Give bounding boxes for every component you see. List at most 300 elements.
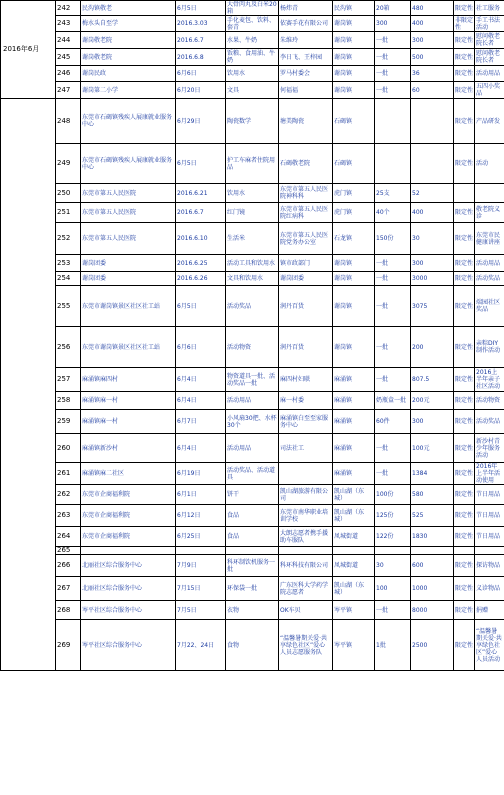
town-cell: 谢岗镇 bbox=[333, 49, 375, 66]
amount-cell: 30 bbox=[411, 223, 454, 255]
method-cell: 限定性 bbox=[454, 223, 475, 255]
town-cell: 谢岗镇 bbox=[333, 66, 375, 82]
recipient-cell: 麻涌镇麻四村 bbox=[81, 368, 176, 392]
purpose-cell: 2016年上半年活动使用 bbox=[475, 463, 504, 485]
purpose-cell: 探访物品 bbox=[475, 555, 504, 577]
recipient-cell: 东莞市谢岗镇景区社区社工站 bbox=[81, 327, 176, 368]
item-cell: 食品 bbox=[226, 505, 279, 527]
method-cell: 限定性 bbox=[454, 368, 475, 392]
purpose-cell: 节日用品 bbox=[475, 505, 504, 527]
table-row bbox=[1, 601, 504, 620]
table-row bbox=[1, 99, 504, 144]
recipient-cell: 谢岗团委 bbox=[81, 272, 176, 286]
donor-cell: 科环科技有限公司 bbox=[279, 555, 333, 577]
item-cell: 活动用品 bbox=[226, 434, 279, 463]
town-cell: 民沟镇 bbox=[333, 1, 375, 16]
quantity-cell: 122份 bbox=[375, 527, 411, 547]
town-cell: 谢岗镇 bbox=[333, 82, 375, 99]
row-number: 259 bbox=[56, 410, 81, 434]
date-cell: 6月19日 bbox=[176, 463, 226, 485]
row-number: 244 bbox=[56, 32, 81, 49]
town-cell: 凤城街道 bbox=[333, 555, 375, 577]
date-cell bbox=[176, 547, 226, 555]
purpose-cell: 手工书法活动 bbox=[475, 16, 504, 32]
recipient-cell: 东莞市谢岗镇景区社区社工站 bbox=[81, 286, 176, 327]
quantity-cell: 30 bbox=[375, 555, 411, 577]
row-number: 263 bbox=[56, 505, 81, 527]
item-cell: 陶瓷数学 bbox=[226, 99, 279, 144]
table-row bbox=[1, 144, 504, 184]
date-cell: 6月12日 bbox=[176, 505, 226, 527]
amount-cell: 8000 bbox=[411, 601, 454, 620]
date-cell: 6月1日 bbox=[176, 485, 226, 505]
donor-cell: 凯山湖旅游有限公司 bbox=[279, 485, 333, 505]
recipient-cell: 谢岗第二小学 bbox=[81, 82, 176, 99]
purpose-cell: 产品研发 bbox=[475, 99, 504, 144]
date-cell: 6月6日 bbox=[176, 327, 226, 368]
row-number: 264 bbox=[56, 527, 81, 547]
town-cell: 谢岗镇 bbox=[333, 272, 375, 286]
amount-cell: 400 bbox=[411, 16, 454, 32]
donor-cell: 大朗志愿者携手援助车服队 bbox=[279, 527, 333, 547]
amount-cell bbox=[411, 99, 454, 144]
row-number: 242 bbox=[56, 1, 81, 16]
table-row bbox=[1, 32, 504, 49]
amount-cell: 500 bbox=[411, 49, 454, 66]
table-row bbox=[1, 327, 504, 368]
recipient-cell: 梅水头自至学 bbox=[81, 16, 176, 32]
donor-cell: 麻涌镇白至至家服务中心 bbox=[279, 410, 333, 434]
purpose-cell: 捐赠 bbox=[475, 601, 504, 620]
donor-cell: 罗马村委会 bbox=[279, 66, 333, 82]
quantity-cell: 一批 bbox=[375, 272, 411, 286]
date-cell: 6月4日 bbox=[176, 392, 226, 410]
date-cell: 7月9日 bbox=[176, 555, 226, 577]
donor-cell: 司法社工 bbox=[279, 434, 333, 463]
town-cell: 麻涌镇 bbox=[333, 434, 375, 463]
item-cell: 饼干 bbox=[226, 485, 279, 505]
table-row bbox=[1, 255, 504, 272]
item-cell: 大骨肉丸及白米20箱 bbox=[227, 1, 277, 15]
date-cell: 6月5日 bbox=[176, 144, 226, 184]
purpose-cell: 义诊物品 bbox=[475, 577, 504, 601]
donor-cell: 塘美陶瓷 bbox=[279, 99, 333, 144]
purpose-cell: 活动 bbox=[475, 144, 504, 184]
quantity-cell: 一批 bbox=[375, 434, 411, 463]
quantity-cell bbox=[375, 99, 411, 144]
recipient-cell: 谢岗敬老院 bbox=[81, 49, 176, 66]
method-cell: 限定性 bbox=[454, 434, 475, 463]
amount-cell: 1000 bbox=[411, 577, 454, 601]
row-number: 268 bbox=[56, 601, 81, 620]
town-cell: 谢岗镇 bbox=[333, 286, 375, 327]
purpose-cell: 慰问敬老院长者 bbox=[475, 32, 504, 49]
month-cell: 2016年6月 bbox=[1, 1, 56, 99]
amount-cell: 580 bbox=[411, 485, 454, 505]
table-row bbox=[1, 272, 504, 286]
item-cell: 文具和饮用水 bbox=[226, 272, 279, 286]
purpose-cell: 东莞市民健康讲座 bbox=[475, 223, 504, 255]
amount-cell: 807.5 bbox=[411, 368, 454, 392]
date-cell: 6月5日 bbox=[176, 1, 226, 16]
method-cell: 非限定性 bbox=[455, 16, 474, 31]
item-cell: 小风扇30把、水杯30个 bbox=[226, 410, 279, 434]
item-cell: 饮用水 bbox=[226, 66, 279, 82]
row-number: 252 bbox=[56, 223, 81, 255]
item-cell: 红门镜 bbox=[226, 203, 279, 223]
quantity-cell: 一批 bbox=[375, 32, 411, 49]
item-cell bbox=[226, 547, 279, 555]
amount-cell: 600 bbox=[411, 555, 454, 577]
town-cell: 凯山湖（东城） bbox=[333, 505, 375, 527]
amount-cell: 300 bbox=[411, 410, 454, 434]
town-cell: 凯山湖（东城） bbox=[333, 577, 375, 601]
donor-cell: 麻四村妇联 bbox=[279, 368, 333, 392]
table-row bbox=[1, 223, 504, 255]
purpose-cell bbox=[475, 547, 504, 555]
town-cell: 虎门镇 bbox=[333, 184, 375, 203]
purpose-cell: 活动用品 bbox=[475, 255, 504, 272]
amount-cell: 525 bbox=[411, 505, 454, 527]
quantity-cell: 一批 bbox=[375, 601, 411, 620]
recipient-cell: 东莞市第五人民医院 bbox=[81, 203, 176, 223]
recipient-cell: 麻涌镇麻一村 bbox=[81, 410, 176, 434]
item-cell: 文具 bbox=[226, 82, 279, 99]
date-cell: 2016.3.03 bbox=[176, 16, 226, 32]
date-cell: 6月7日 bbox=[176, 410, 226, 434]
amount-cell: 100元 bbox=[411, 434, 454, 463]
method-cell: 限定性 bbox=[454, 577, 475, 601]
amount-cell: 2500 bbox=[411, 620, 454, 671]
quantity-cell: 一批 bbox=[375, 66, 411, 82]
town-cell: 谢岗镇 bbox=[333, 255, 375, 272]
item-cell: 食物 bbox=[226, 620, 279, 671]
row-number: 257 bbox=[56, 368, 81, 392]
recipient-cell: 东莞市石碣镇残疾人展康就业服务中心 bbox=[81, 144, 176, 184]
table-row bbox=[1, 527, 504, 547]
town-cell: 石碣镇 bbox=[333, 144, 375, 184]
date-cell: 2016.6.7 bbox=[176, 32, 226, 49]
recipient-cell: 东莞市企商福利院 bbox=[81, 505, 176, 527]
recipient-cell: 麻涌镇新沙村 bbox=[81, 434, 176, 463]
row-number: 267 bbox=[56, 577, 81, 601]
row-number: 258 bbox=[56, 392, 81, 410]
purpose-cell bbox=[475, 184, 504, 203]
item-cell: 水果、牛奶 bbox=[226, 32, 279, 49]
recipient-cell: 北丽社区综合服务中心 bbox=[81, 555, 176, 577]
quantity-cell: 1批 bbox=[375, 620, 411, 671]
purpose-cell: 活动用品 bbox=[475, 66, 504, 82]
table-row bbox=[1, 66, 504, 82]
method-cell: 限定性 bbox=[454, 485, 475, 505]
row-number: 250 bbox=[56, 184, 81, 203]
row-number: 262 bbox=[56, 485, 81, 505]
purpose-cell: 2016上半年亲子社区活动 bbox=[475, 368, 504, 392]
amount-cell bbox=[411, 547, 454, 555]
date-cell: 7月15日 bbox=[176, 577, 226, 601]
quantity-cell: 一批 bbox=[375, 82, 411, 99]
row-number: 269 bbox=[56, 620, 81, 671]
table-row bbox=[1, 434, 504, 463]
table-row bbox=[1, 410, 504, 434]
item-cell: 环保袋一批 bbox=[226, 577, 279, 601]
date-cell: 2016.6.10 bbox=[176, 223, 226, 255]
row-number: 246 bbox=[56, 66, 81, 82]
amount-cell: 1830 bbox=[411, 527, 454, 547]
purpose-cell: 活动奖品 bbox=[475, 272, 504, 286]
item-cell: 活动用品 bbox=[226, 392, 279, 410]
row-number: 249 bbox=[56, 144, 81, 184]
date-cell: 2016.6.26 bbox=[176, 272, 226, 286]
date-cell: 6月4日 bbox=[176, 434, 226, 463]
method-cell: 限定性 bbox=[454, 505, 475, 527]
recipient-cell: 麻涌镇麻一村 bbox=[81, 392, 176, 410]
recipient-cell: 岑平社区综合服务中心 bbox=[81, 601, 176, 620]
recipient-cell: 谢岗民政 bbox=[81, 66, 176, 82]
donor-cell: 麻一村委 bbox=[279, 392, 333, 410]
purpose-cell: 五四小奖品 bbox=[475, 82, 504, 99]
item-cell: 食品 bbox=[226, 527, 279, 547]
item-cell: 活动奖品、活动道具 bbox=[226, 463, 279, 485]
row-number: 265 bbox=[56, 547, 81, 555]
date-cell: 6月20日 bbox=[176, 82, 226, 99]
method-cell: 限定性 bbox=[454, 66, 475, 82]
quantity-cell: 125份 bbox=[375, 505, 411, 527]
method-cell bbox=[454, 184, 475, 203]
donor-cell: 依赛手花有限公司 bbox=[279, 16, 333, 32]
quantity-cell: 一批 bbox=[375, 49, 411, 66]
town-cell: 凯山湖（东城） bbox=[333, 485, 375, 505]
item-cell: 活动物资 bbox=[226, 327, 279, 368]
donor-cell: 东莞市第五人民医院红病科 bbox=[279, 203, 333, 223]
recipient-cell: 谢岗团委 bbox=[81, 255, 176, 272]
date-cell: 6月6日 bbox=[176, 66, 226, 82]
empty-month-cell bbox=[1, 99, 56, 671]
town-cell: 岑平镇 bbox=[333, 601, 375, 620]
method-cell: 限定性 bbox=[454, 286, 475, 327]
method-cell: 限定性 bbox=[454, 49, 475, 66]
recipient-cell: 谢岗敬老院 bbox=[81, 32, 176, 49]
town-cell: 麻涌镇 bbox=[333, 368, 375, 392]
method-cell: 限定性 bbox=[454, 392, 475, 410]
donor-cell: 何福福 bbox=[279, 82, 333, 99]
town-cell: 谢岗镇 bbox=[333, 16, 375, 32]
date-cell: 2016.6.7 bbox=[176, 203, 226, 223]
item-cell: 科环制饮机服务一批 bbox=[226, 555, 279, 577]
date-cell: 2016.6.8 bbox=[176, 49, 226, 66]
method-cell: 限定性 bbox=[454, 82, 475, 99]
town-cell bbox=[333, 547, 375, 555]
quantity-cell: 20箱 bbox=[375, 1, 411, 16]
town-cell: 岑平镇 bbox=[333, 620, 375, 671]
donor-cell bbox=[279, 547, 333, 555]
table-row bbox=[1, 485, 504, 505]
quantity-cell: 40个 bbox=[375, 203, 411, 223]
row-number: 254 bbox=[56, 272, 81, 286]
purpose-cell: 慰问敬老院长者 bbox=[475, 49, 504, 66]
table-row bbox=[1, 463, 504, 485]
row-number: 247 bbox=[56, 82, 81, 99]
row-number: 256 bbox=[56, 327, 81, 368]
purpose-cell: 节日用品 bbox=[475, 527, 504, 547]
donor-cell: 润丹百货 bbox=[279, 286, 333, 327]
recipient-cell: 东莞市第五人民医院 bbox=[81, 223, 176, 255]
table-row bbox=[1, 49, 504, 66]
town-cell: 虎门镇 bbox=[333, 203, 375, 223]
purpose-cell: 活动物资 bbox=[475, 392, 504, 410]
quantity-cell: 一批 bbox=[375, 327, 411, 368]
recipient-cell: 北丽社区综合服务中心 bbox=[81, 577, 176, 601]
donor-cell: 李日飞、王梓园 bbox=[279, 49, 333, 66]
table-row bbox=[1, 82, 504, 99]
recipient-cell: 麻涌镇麻二社区 bbox=[81, 463, 176, 485]
date-cell: 2016.6.21 bbox=[176, 184, 226, 203]
row-number: 261 bbox=[56, 463, 81, 485]
table-row bbox=[1, 547, 504, 555]
donor-cell: 东莞市南华职业培训学校 bbox=[279, 505, 333, 527]
quantity-cell bbox=[375, 547, 411, 555]
recipient-cell: 岑平社区综合服务中心 bbox=[81, 620, 176, 671]
amount-cell: 1384 bbox=[411, 463, 454, 485]
purpose-cell: 亲粽DIY制作活动 bbox=[475, 327, 504, 368]
item-cell: 活动工具和饮用水 bbox=[226, 255, 279, 272]
date-cell: 7月22、24日 bbox=[176, 620, 226, 671]
amount-cell: 300 bbox=[411, 255, 454, 272]
donor-cell: “温馨暑期关爱·共享绿色社区”爱心人员志愿服务队 bbox=[279, 620, 333, 671]
table-row bbox=[1, 505, 504, 527]
town-cell: 麻涌镇 bbox=[333, 410, 375, 434]
town-cell: 谢岗镇 bbox=[333, 327, 375, 368]
table-row bbox=[1, 368, 504, 392]
date-cell: 6月4日 bbox=[176, 368, 226, 392]
recipient-cell: 东莞市企商福利院 bbox=[81, 527, 176, 547]
method-cell: 限定性 bbox=[454, 527, 475, 547]
date-cell: 2016.6.25 bbox=[176, 255, 226, 272]
recipient-cell: 东莞市第五人民医院 bbox=[81, 184, 176, 203]
amount-cell: 60 bbox=[411, 82, 454, 99]
date-cell: 6月5日 bbox=[176, 286, 226, 327]
purpose-cell: 活动奖品 bbox=[475, 410, 504, 434]
table-row bbox=[1, 392, 504, 410]
quantity-cell bbox=[375, 144, 411, 184]
method-cell bbox=[454, 547, 475, 555]
method-cell: 限定性 bbox=[454, 555, 475, 577]
amount-cell: 52 bbox=[411, 184, 454, 203]
amount-cell: 480 bbox=[411, 1, 454, 16]
amount-cell: 200 bbox=[411, 327, 454, 368]
quantity-cell: 25支 bbox=[375, 184, 411, 203]
recipient-cell: 东莞市企商福利院 bbox=[81, 485, 176, 505]
donor-cell: OK车贝 bbox=[279, 601, 333, 620]
quantity-cell: 一批 bbox=[375, 463, 411, 485]
item-cell: 手化麦包、饮料、套青 bbox=[226, 16, 279, 32]
table-row bbox=[1, 1, 504, 16]
town-cell: 石碣镇 bbox=[333, 99, 375, 144]
item-cell: 生活米 bbox=[226, 223, 279, 255]
purpose-cell: 敬老院义诊 bbox=[475, 203, 504, 223]
method-cell: 限定性 bbox=[454, 463, 475, 485]
row-number: 255 bbox=[56, 286, 81, 327]
town-cell: 麻涌镇 bbox=[333, 392, 375, 410]
quantity-cell: 一批 bbox=[375, 286, 411, 327]
method-cell: 限定性 bbox=[454, 203, 475, 223]
row-number: 253 bbox=[56, 255, 81, 272]
recipient-cell: 东莞市石碣镇残疾人展康就业服务中心 bbox=[81, 99, 176, 144]
donor-cell: 东莞市第五人民医院神科科 bbox=[279, 184, 333, 203]
purpose-cell: 社工服务 bbox=[475, 1, 504, 16]
donor-cell: 镇市政部门 bbox=[279, 255, 333, 272]
donor-cell: 广东医科大学药学院志愿者 bbox=[279, 577, 333, 601]
town-cell: 凤城街道 bbox=[333, 527, 375, 547]
item-cell: 护工车麻者住院用品 bbox=[226, 144, 279, 184]
town-cell: 谢岗镇 bbox=[333, 32, 375, 49]
method-cell: 限定性 bbox=[454, 327, 475, 368]
purpose-cell: 新沙村青少年服务活动 bbox=[475, 434, 504, 463]
town-cell: 麻涌镇 bbox=[333, 463, 375, 485]
donor-cell: 东莞市第五人民医院党务办公室 bbox=[279, 223, 333, 255]
table-row bbox=[1, 620, 504, 671]
row-number: 248 bbox=[56, 99, 81, 144]
table-row bbox=[1, 555, 504, 577]
amount-cell: 36 bbox=[411, 66, 454, 82]
item-cell: 饭粮、食用油、牛奶 bbox=[226, 49, 279, 66]
amount-cell: 400 bbox=[411, 203, 454, 223]
row-number: 251 bbox=[56, 203, 81, 223]
purpose-cell: “温馨暑期关爱·共享绿色社区”爱心人员活动 bbox=[475, 620, 504, 671]
quantity-cell: 奶瓶盒一批 bbox=[375, 392, 411, 410]
recipient-cell: 民沟镇敬老 bbox=[81, 1, 176, 16]
donor-cell: 朱维玲 bbox=[279, 32, 333, 49]
quantity-cell: 60件 bbox=[375, 410, 411, 434]
method-cell: 限定性 bbox=[454, 601, 475, 620]
item-cell: 物资道具一批、活动奖品一批 bbox=[226, 368, 279, 392]
table-row bbox=[1, 184, 504, 203]
item-cell: 衣物 bbox=[226, 601, 279, 620]
town-cell: 石龙镇 bbox=[333, 223, 375, 255]
donor-cell bbox=[279, 463, 333, 485]
date-cell: 6月25日 bbox=[176, 527, 226, 547]
method-cell: 限定性 bbox=[454, 1, 475, 16]
table-row bbox=[1, 286, 504, 327]
method-cell: 限定性 bbox=[454, 255, 475, 272]
amount-cell: 3075 bbox=[411, 286, 454, 327]
method-cell: 限定性 bbox=[454, 99, 475, 144]
table-row bbox=[1, 16, 504, 32]
donor-cell: 石碣敬老院 bbox=[279, 144, 333, 184]
quantity-cell: 100 bbox=[375, 577, 411, 601]
amount-cell bbox=[411, 144, 454, 184]
purpose-cell: 端园社区奖品 bbox=[475, 286, 504, 327]
method-cell: 限定性 bbox=[454, 32, 475, 49]
row-number: 245 bbox=[56, 49, 81, 66]
recipient-cell bbox=[81, 547, 176, 555]
method-cell: 限定性 bbox=[454, 272, 475, 286]
quantity-cell: 150份 bbox=[375, 223, 411, 255]
item-cell: 活动奖品 bbox=[226, 286, 279, 327]
row-number: 243 bbox=[56, 16, 81, 32]
quantity-cell: 300 bbox=[375, 16, 411, 32]
date-cell: 6月29日 bbox=[176, 99, 226, 144]
donor-cell: 谢岗团委 bbox=[279, 272, 333, 286]
amount-cell: 3000 bbox=[411, 272, 454, 286]
donor-cell: 杨炜青 bbox=[279, 1, 333, 16]
amount-cell: 200元 bbox=[411, 392, 454, 410]
purpose-cell: 节日用品 bbox=[475, 485, 504, 505]
quantity-cell: 一批 bbox=[375, 368, 411, 392]
table-row bbox=[1, 577, 504, 601]
quantity-cell: 100份 bbox=[375, 485, 411, 505]
donor-cell: 润丹百货 bbox=[279, 327, 333, 368]
